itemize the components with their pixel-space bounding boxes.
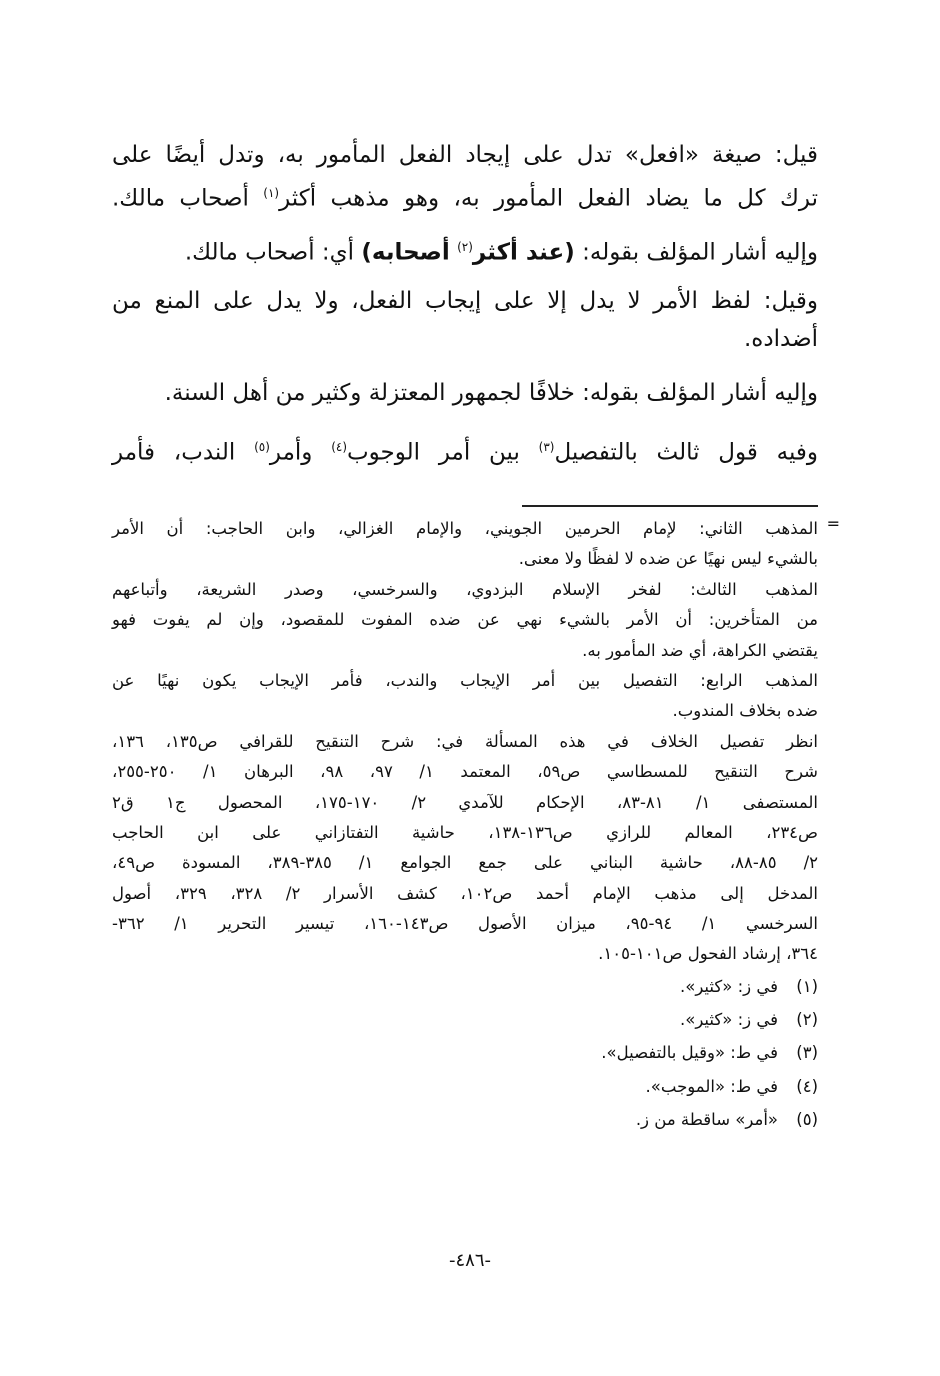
footnote-ref[interactable]: (٣)	[538, 440, 555, 454]
continuation-marker: =	[826, 514, 840, 533]
footnote-line: المذهب الرابع: التفصيل بين أمر الإيجاب والندب، فأمر الإيجاب يكون نهيًا عن	[112, 670, 818, 690]
main-line	[112, 428, 818, 466]
footnote-number: (٣)	[796, 1043, 818, 1063]
footnote-line: المذهب الثاني: لإمام الحرمين الجويني، والإمام الغزالي، وابن الحاجب: أن الأمر	[112, 519, 818, 538]
text: بين أمر الوجوب	[347, 439, 520, 466]
text: أصحاب مالك.	[112, 185, 249, 212]
footnote-line: شرح التنقيح للمسطاسي ص٥٩، المعتمد ١/ ٩٧، ٩٨، البرهان ١/ ٢٥٠-٢٥٥،	[112, 762, 818, 782]
footnote-number: (١)	[796, 976, 818, 996]
main-line: قيل: صيغة «افعل» تدل على إيجاد الفعل المأمور به، وتدل أيضًا على	[112, 142, 818, 168]
footnote-line: انظر تفصيل الخلاف في هذه المسألة في: شرح التنقيح للقرافي ص١٣٥، ١٣٦،	[112, 731, 818, 751]
quoted-text: أصحابه)	[361, 239, 450, 266]
text: وفيه قول ثالث بالتفصيل	[554, 439, 819, 466]
main-line	[112, 228, 818, 266]
footnote-line: المدخل إلى مذهب الإمام أحمد ص١٠٢، كشف الأسرار ٢/ ٣٢٨، ٣٢٩، أصول	[112, 883, 818, 903]
footnote-line: بالشيء ليس نهيًا عن ضده لا لفظًا ولا معنى.	[518, 549, 818, 569]
footnote-line: من المتأخرين: أن الأمر بالشيء نهي عن ضده المفوت للمقصود، وإن لم يفوت فهو	[112, 610, 818, 630]
footnote-ref[interactable]: (٥)	[254, 440, 270, 454]
text: ترك كل ما يضاد الفعل المأمور به، وهو مذهب أكثر	[279, 185, 818, 212]
footnote-text: في ط: «الموجب».	[645, 1076, 778, 1096]
footnote-line: ٢/ ٨٥-٨٨، حاشية البناني على جمع الجوامع ١/ ٣٨٥-٣٨٩، المسودة ص٤٩،	[112, 853, 819, 873]
footnote-separator	[522, 505, 818, 507]
footnote-line: ٣٦٤، إرشاد الفحول ص١٠١-١٠٥.	[598, 944, 818, 964]
footnote-2	[112, 1003, 818, 1036]
footnote-line: ضده بخلاف المندوب.	[672, 701, 818, 721]
footnote-line: السرخسي ١/ ٩٤-٩٥، ميزان الأصول ص١٤٣-١٦٠، تيسير التحرير ١/ ٣٦٢-	[112, 914, 819, 934]
footnote-line: يقتضي الكراهة، أي ضد المأمور به.	[582, 640, 818, 660]
footnote-line: ص٢٣٤، المعالم للرازي ص١٣٦-١٣٨، حاشية التفتازاني على ابن الحاجب	[112, 822, 818, 842]
footnote-text: «أمر» ساقطة من ز.	[635, 1110, 778, 1130]
main-text	[112, 136, 818, 466]
footnote-ref[interactable]: (٤)	[331, 440, 348, 454]
main-line	[112, 174, 818, 212]
footnote-ref[interactable]: (٢)	[457, 240, 473, 254]
text: الندب، فأمر	[112, 439, 236, 466]
footnote-line: المذهب الثالث: لفخر الإسلام البزدوي، والسرخسي، وصدر الشريعة، وأتباعهم	[112, 579, 818, 599]
footnote-number: (٤)	[796, 1076, 818, 1096]
text: أي: أصحاب مالك.	[184, 239, 355, 266]
text: وأمر	[269, 439, 313, 466]
main-line: وقيل: لفظ الأمر لا يدل إلا على إيجاب الفعل، ولا يدل على المنع من	[112, 288, 818, 314]
page-number: -٤٨٦-	[448, 1250, 491, 1271]
main-line: وإليه أشار المؤلف بقوله: خلافًا لجمهور المعتزلة وكثير من أهل السنة.	[164, 380, 818, 406]
footnote-line: المستصفى ١/ ٨١-٨٣، الإحكام للآمدي ٢/ ١٧٠-١٧٥، المحصول ج١ ق٢	[112, 792, 818, 812]
footnote-text: في ز: «كثير».	[679, 976, 778, 996]
footnotes-section	[112, 514, 840, 1136]
quoted-text: (عند أكثر	[472, 239, 575, 266]
footnote-text: في ط: «وقيل بالتفصيل».	[601, 1043, 778, 1063]
footnote-ref[interactable]: (١)	[263, 186, 280, 200]
footnote-5	[112, 1103, 818, 1136]
footnote-number: (٥)	[796, 1110, 818, 1130]
footnote-number: (٢)	[796, 1010, 818, 1030]
main-line: أضداده.	[744, 326, 818, 352]
footnote-3	[112, 1036, 818, 1069]
text: وإليه أشار المؤلف بقوله:	[582, 239, 818, 266]
footnote-1	[112, 970, 818, 1003]
footnote-4	[112, 1070, 818, 1103]
footnote-text: في ز: «كثير».	[679, 1010, 778, 1030]
